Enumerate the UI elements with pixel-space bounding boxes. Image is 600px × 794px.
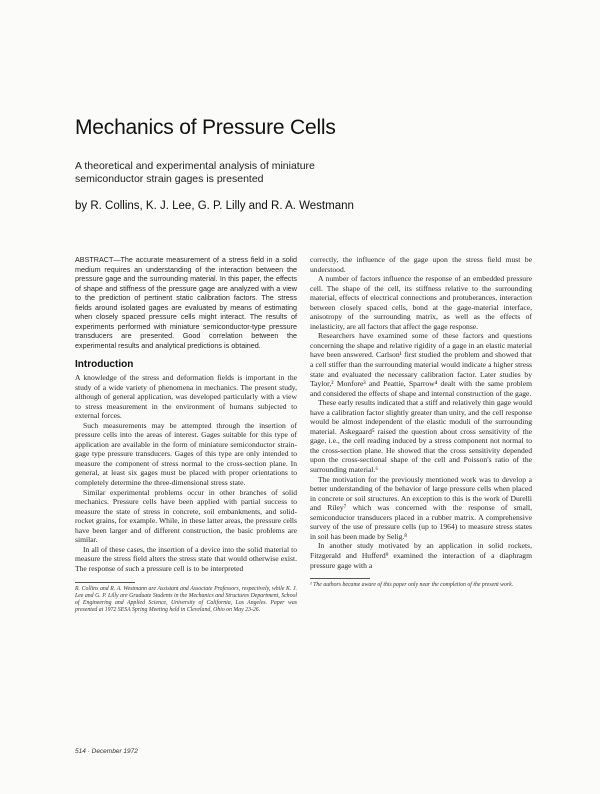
footnote-divider [310, 578, 370, 579]
abstract-text: The accurate measurement of a stress field in a solid medium requires an understanding of the interaction between the pressure gage and the surrounding material. In this paper, the effects of shape and stiffness of the pressure gage are analyzed with a view to the prediction of pertinent static calibration factors. The stress fields around isolated gages are evaluated by means of estimating when closely spaced pressure cells might interact. The results of experiments performed with miniature semiconductor-type pressure transducers are presented. Good correlation between the experimental results and analytical predictions is obtained. [75, 255, 297, 350]
abstract [75, 255, 297, 350]
subtitle: A theoretical and experimental analysis of miniature semiconductor strain gages is presented [75, 160, 315, 185]
body-paragraph: Researchers have examined some of these factors and questions concerning the shape and relative rigidity of a gage in an elastic material have been answered. Carlson¹ first studied the problem and showed that a cell stiffer than the surrounding material would indicate a higher stress state and evaluated the necessary calibration factor. Later studies by Taylor,² Monfore³ and Peattie, Sparrow⁴ dealt with the same problem and considered the effects of shape and internal construction of the gage. [310, 331, 532, 398]
page-folio: 514 · December 1972 [75, 748, 138, 755]
body-paragraph: These early results indicated that a stiff and relatively thin gage would have a calibration factor slightly greater than unity, and the cell response would be almost independent of the elastic moduli of the surrounding material. Askegaard⁵ raised the question about cross sensitivity of the gage, i.e., the cell reading induced by a stress component not normal to the cross-section plane. He showed that the cross sensitivity depended upon the cross-sectional shape of the cell and Poisson's ratio of the surrounding material.⁶ [310, 398, 532, 475]
body-paragraph: Similar experimental problems occur in other branches of solid mechanics. Pressure cells have been applied with partial success to measure the state of stress in concrete, soil embankments, and solid-rocket grains, for example. While, in these latter areas, the pressure cells have been larger and of different construction, the basic problems are similar. [75, 487, 297, 545]
body-paragraph: In all of these cases, the insertion of a device into the solid material to measure the stress field alters the stress state that would otherwise exist. The response of such a pressure cell is to be interpreted [75, 544, 297, 573]
author-footnote: R. Collins and R. A. Westmann are Assistant and Associate Professors, respectively, while K. J. Lee and G. P. Lilly are Graduate Students in the Mechanics and Structures Department, School of Engineering and Applied Science, University of California, Los Angeles. Paper was presented at 1972 SESA Spring Meeting held in Cleveland, Ohio on May 23-26. [75, 585, 297, 614]
abstract-label: ABSTRACT— [75, 255, 121, 264]
left-column [75, 255, 297, 615]
body-paragraph: In another study motivated by an application in solid rockets, Fitzgerald and Hufferd⁹ examined the interaction of a diaphragm pressure gage with a [310, 541, 532, 570]
body-paragraph: The motivation for the previously mentioned work was to develop a better understanding of the behavior of large pressure cells when placed in concrete or soil structures. An exception to this is the work of Durelli and Riley⁷ which was concerned with the response of small, semiconductor transducers placed in a rubber matrix. A comprehensive survey of the use of pressure cells (up to 1964) to measure stress states in soil has been made by Selig.⁸ [310, 474, 532, 541]
section-heading: Introduction [75, 359, 134, 371]
author-line: by R. Collins, K. J. Lee, G. P. Lilly and R. A. Westmann [75, 200, 354, 212]
page-title: Mechanics of Pressure Cells [75, 116, 336, 139]
body-paragraph: correctly, the influence of the gage upon the stress field must be understood. [310, 255, 532, 274]
footnote-divider [75, 582, 135, 583]
reference-footnote: ¹ The authors became aware of this paper only near the completion of the present work. [310, 582, 514, 589]
body-paragraph: A number of factors influence the response of an embedded pressure cell. The shape of the cell, its stiffness relative to the surrounding material, effects of electrical connections and protuberances, interaction between closely spaced cells, bond at the gage-material interface, anisotropy of the surrounding matrix, as well as the effects of inelasticity, are all factors that affect the gage response. [310, 274, 532, 331]
body-paragraph: Such measurements may be attempted through the insertion of pressure cells into the areas of interest. Gages suitable for this type of application are available in the form of miniature semiconductor strain-gage type pressure transducers. Gages of this type are only intended to measure the component of stress normal to the cross-section plane. In general, at least six gages must be placed with proper orientations to completely determine the three-dimensional stress state. [75, 420, 297, 488]
body-paragraph: A knowledge of the stress and deformation fields is important in the study of a wide variety of phenomena in mechanics. The present study, although of general application, was developed particularly with a view to stress measurement in the environment of humans subjected to external forces. [75, 373, 297, 421]
right-column [310, 255, 532, 589]
